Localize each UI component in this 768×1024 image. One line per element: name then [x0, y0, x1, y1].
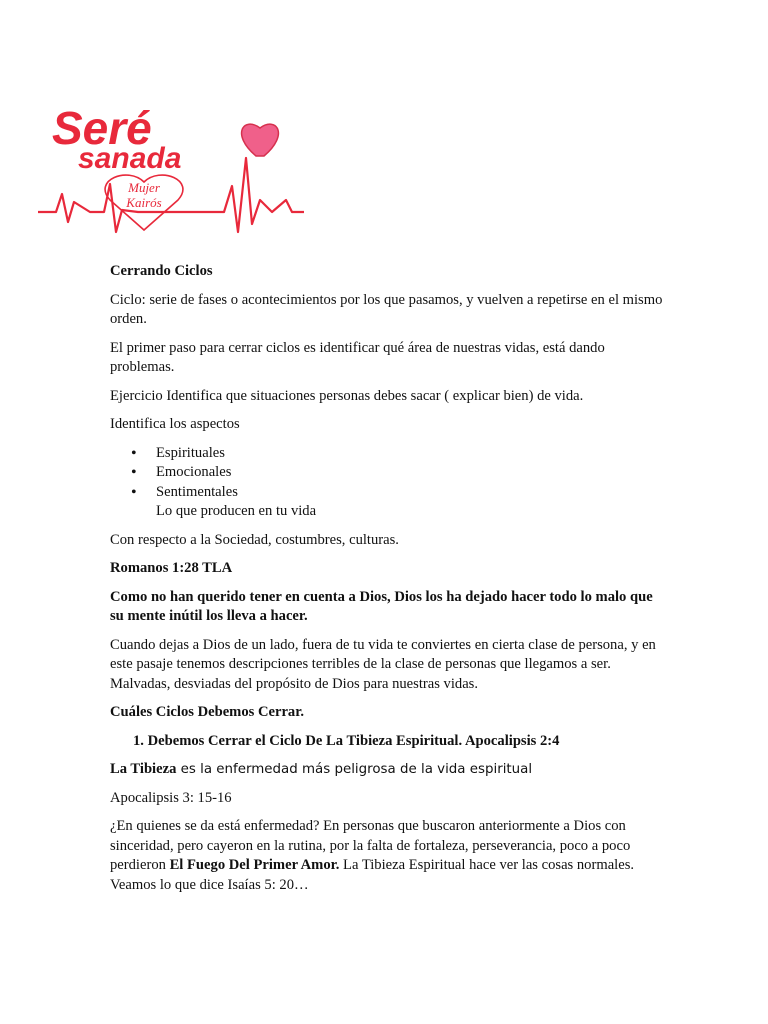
- paragraph-primer-paso: El primer paso para cerrar ciclos es identificar qué área de nuestras vidas, está dando problemas.: [110, 339, 605, 375]
- page-title: Cerrando Ciclos: [110, 263, 213, 279]
- logo-brand-word2: sanada: [78, 142, 182, 175]
- document-body: [110, 262, 670, 904]
- quienes-text-2: La Tibieza Espiritual hace ver las cosas normales. Veamos lo que dice Isaías 5: 20…: [110, 857, 635, 893]
- paragraph-identifica: Identifica los aspectos: [110, 416, 240, 432]
- sere-sanada-logo-graphic: [34, 82, 304, 252]
- quienes-text-1: ¿En quienes se da está enfermedad? En personas que buscaron anteriormente a Dios con sinceridad, pero cayeron en la rutina, por la falta de fortaleza, perseverancia, poco a poco perdieron: [110, 818, 631, 873]
- tibieza-text: es la enfermedad más peligrosa de la vida espiritual: [176, 762, 533, 777]
- paragraph-cuando: Cuando dejas a Dios de un lado, fuera de tu vida te conviertes en cierta clase de persona, y en este pasaje tenemos descripciones terribles de la clase de personas que llegamos a ser. Malvadas, desviadas del propósito de Dios para nuestras vidas.: [110, 636, 656, 692]
- logo-sub-line2: Kairós: [126, 195, 162, 210]
- apocalipsis-reference: Apocalipsis 3: 15-16: [110, 789, 232, 806]
- paragraph-tibieza: [110, 760, 670, 780]
- list-item: • Sentimentales: [110, 483, 670, 503]
- paragraph-ejercicio: Ejercicio Identifica que situaciones personas debes sacar ( explicar bien) de vida.: [110, 387, 584, 404]
- list-item: • Emocionales: [110, 463, 670, 483]
- list-item-continuation: Lo que producen en tu vida: [156, 503, 317, 519]
- verse-reference: Romanos 1:28 TLA: [110, 560, 233, 576]
- numbered-list: [110, 732, 670, 752]
- quienes-bold: El Fuego Del Primer Amor.: [169, 857, 340, 873]
- verse-text: Como no han querido tener en cuenta a Dios, Dios los ha dejado hacer todo lo malo que su mente inútil los lleva a hacer.: [110, 588, 653, 624]
- logo-sub-line1: Mujer: [128, 180, 160, 195]
- logo: [34, 82, 304, 252]
- aspectos-list: [110, 444, 670, 522]
- heart-icon: [242, 124, 279, 156]
- paragraph-ciclo: Ciclo: serie de fases o acontecimientos por los que pasamos, y vuelven a repetirse en el mismo orden.: [110, 291, 663, 327]
- logo-brand-word1: Seré: [52, 102, 152, 154]
- tibieza-label: La Tibieza: [110, 761, 177, 777]
- list-item: • Espirituales: [110, 444, 670, 464]
- heading-cuales: Cuáles Ciclos Debemos Cerrar.: [110, 704, 305, 720]
- list-item: 1. Debemos Cerrar el Ciclo De La Tibieza Espiritual. Apocalipsis 2:4: [133, 732, 560, 749]
- paragraph-quienes: [110, 817, 670, 895]
- paragraph-respecto: Con respecto a la Sociedad, costumbres, culturas.: [110, 531, 399, 548]
